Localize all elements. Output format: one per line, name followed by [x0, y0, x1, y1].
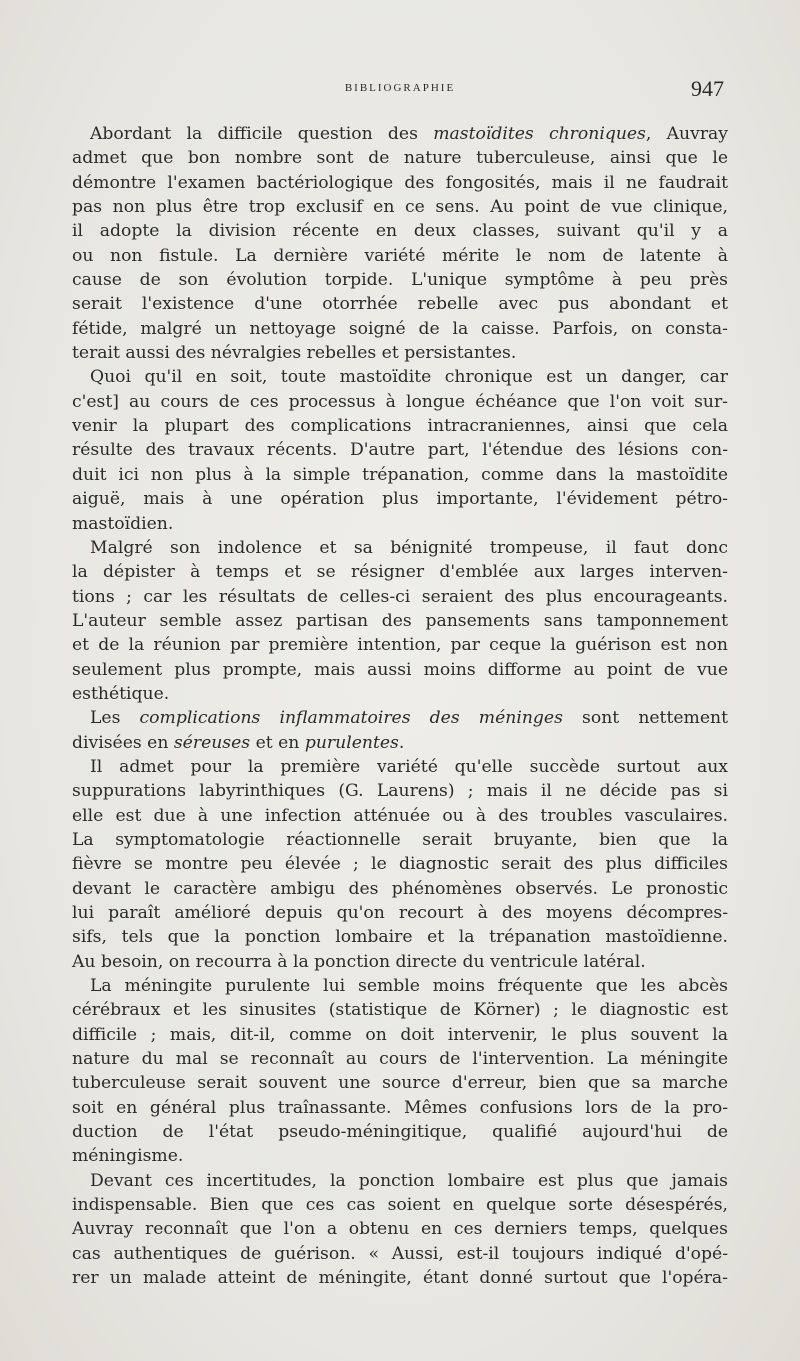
text-line [72, 682, 728, 706]
text-line [72, 877, 728, 901]
italic-text: mastoïdites chroniques [433, 124, 646, 144]
text-segment: ou non fistule. La dernière variété mérite le nom de latente à [72, 245, 728, 266]
text-line [72, 292, 728, 316]
text-line [72, 828, 728, 852]
text-line [72, 146, 728, 170]
text-segment: démontre l'examen bactériologique des fongosités, mais il ne faudrait [72, 172, 728, 193]
text-line [72, 341, 728, 365]
text-segment: elle est due à une infection atténuée ou à des troubles vasculaires. [72, 805, 728, 826]
text-segment: venir la plupart des complications intracraniennes, ainsi que cela [72, 416, 728, 437]
text-segment: cérébraux et les sinusites (statistique de Körner) ; le diagnostic est [72, 1000, 728, 1021]
text-line [72, 438, 728, 462]
text-line [72, 1120, 728, 1144]
body-text [72, 122, 728, 1291]
text-line [72, 560, 728, 584]
text-line [72, 195, 728, 219]
text-line [72, 706, 728, 730]
text-line [72, 852, 728, 876]
text-line [72, 1193, 728, 1217]
text-segment: admet que bon nombre sont de nature tuberculeuse, ainsi que le [72, 148, 728, 169]
text-line [72, 219, 728, 243]
text-segment: sont nettement [562, 708, 728, 729]
text-segment: nature du mal se reconnaît au cours de l'intervention. La méningite [72, 1049, 728, 1070]
text-line [72, 1144, 728, 1168]
text-segment: pas non plus être trop exclusif en ce sens. Au point de vue clinique, [72, 197, 728, 218]
text-line [72, 1047, 728, 1071]
text-line [72, 463, 728, 487]
text-line [72, 414, 728, 438]
text-segment: . [398, 732, 405, 753]
text-segment: Les [90, 708, 140, 729]
text-line [72, 925, 728, 949]
text-line [72, 804, 728, 828]
text-segment: terait aussi des névralgies rebelles et persistantes. [72, 343, 517, 364]
italic-text: complications inflammatoires des méninges [139, 708, 563, 729]
text-segment: sifs, tels que la ponction lombaire et la trépanation mastoïdienne. [72, 927, 728, 948]
text-line [72, 633, 728, 657]
text-line [72, 1242, 728, 1266]
text-line [72, 365, 728, 389]
text-segment: serait l'existence d'une otorrhée rebelle avec pus abondant et [72, 294, 728, 315]
text-line [72, 512, 728, 536]
text-line [72, 609, 728, 633]
text-segment: seulement plus prompte, mais aussi moins difforme au point de vue [72, 659, 728, 680]
text-segment: méningisme. [72, 1146, 184, 1167]
text-segment: aiguë, mais à une opération plus importante, l'évidement pétro- [72, 489, 728, 510]
text-line [72, 731, 728, 755]
text-line [72, 536, 728, 560]
text-line [72, 901, 728, 925]
text-segment: et en [250, 732, 305, 753]
text-segment: cause de son évolution torpide. L'unique symptôme à peu près [72, 270, 728, 291]
text-segment: fièvre se montre peu élevée ; le diagnostic serait des plus difficiles [72, 854, 728, 875]
text-line [72, 755, 728, 779]
italic-text: séreuses [173, 732, 251, 753]
text-segment: résulte des travaux récents. D'autre part, l'étendue des lésions con- [72, 440, 728, 461]
text-segment: et de la réunion par première intention, par ceque la guérison est non [72, 635, 728, 656]
text-segment: Au besoin, on recourra à la ponction directe du ventricule latéral. [72, 951, 646, 972]
text-segment: Devant ces incertitudes, la ponction lombaire est plus que jamais [90, 1170, 728, 1191]
text-segment: suppurations labyrinthiques (G. Laurens) ; mais il ne décide pas si [72, 781, 728, 802]
italic-text: purulentes [304, 732, 399, 753]
text-segment: Quoi qu'il en soit, toute mastoïdite chronique est un danger, car [90, 367, 728, 388]
text-segment: La symptomatologie réactionnelle serait bruyante, bien que la [72, 829, 728, 850]
text-segment: fétide, malgré un nettoyage soigné de la caisse. Parfois, on consta- [72, 318, 728, 339]
text-line [72, 1266, 728, 1290]
text-line [72, 268, 728, 292]
text-segment: , Auvray [645, 124, 728, 144]
text-line [72, 585, 728, 609]
text-segment: Auvray reconnaît que l'on a obtenu en ces derniers temps, quelques [72, 1219, 728, 1240]
text-segment: divisées en [72, 732, 174, 753]
page-header [72, 76, 728, 106]
text-segment: lui paraît amélioré depuis qu'on recourt à des moyens décompres- [72, 903, 728, 923]
text-segment: c'est] au cours de ces processus à longue échéance que l'on voit sur- [72, 391, 728, 412]
text-segment: duit ici non plus à la simple trépanation, comme dans la mastoïdite [72, 464, 728, 485]
page-number: 947 [691, 76, 724, 101]
text-segment: soit en général plus traînassante. Mêmes confusions lors de la pro- [72, 1097, 728, 1118]
text-line [72, 1071, 728, 1095]
text-segment: La méningite purulente lui semble moins fréquente que les abcès [90, 976, 728, 997]
text-segment: Il admet pour la première variété qu'elle succède surtout aux [90, 756, 728, 777]
text-line [72, 317, 728, 341]
running-title: BIBLIOGRAPHIE [344, 82, 456, 94]
text-segment: difficile ; mais, dit-il, comme on doit intervenir, le plus souvent la [72, 1024, 728, 1045]
text-segment: la dépister à temps et se résigner d'emblée aux larges interven- [72, 562, 728, 583]
text-segment: devant le caractère ambigu des phénomènes observés. Le pronostic [72, 878, 728, 899]
text-segment: il adopte la division récente en deux classes, suivant qu'il y a [72, 221, 728, 242]
text-line [72, 998, 728, 1022]
text-segment: cas authentiques de guérison. « Aussi, est-il toujours indiqué d'opé- [72, 1243, 728, 1264]
text-line [72, 950, 728, 974]
text-line [72, 1169, 728, 1193]
text-segment: Malgré son indolence et sa bénignité trompeuse, il faut donc [90, 537, 728, 558]
text-line [72, 1023, 728, 1047]
text-line [72, 1096, 728, 1120]
text-segment: duction de l'état pseudo-méningitique, qualifié aujourd'hui de [72, 1122, 728, 1143]
text-segment: mastoïdien. [72, 513, 174, 534]
text-line [72, 390, 728, 414]
text-segment: rer un malade atteint de méningite, étant donné surtout que l'opéra- [72, 1268, 728, 1289]
text-line [72, 658, 728, 682]
text-line [72, 974, 728, 998]
text-segment: L'auteur semble assez partisan des pansements sans tamponnement [72, 610, 728, 631]
text-segment: Abordant la difficile question des [90, 124, 434, 144]
text-segment: indispensable. Bien que ces cas soient en quelque sorte désespérés, [72, 1195, 728, 1216]
text-line [72, 487, 728, 511]
text-line [72, 779, 728, 803]
text-line [72, 171, 728, 195]
text-segment: esthétique. [72, 683, 170, 704]
text-segment: tuberculeuse serait souvent une source d'erreur, bien que sa marche [72, 1073, 728, 1094]
text-line [72, 122, 728, 146]
text-line [72, 244, 728, 268]
text-segment: tions ; car les résultats de celles-ci seraient des plus encourageants. [72, 586, 728, 607]
text-line [72, 1217, 728, 1241]
